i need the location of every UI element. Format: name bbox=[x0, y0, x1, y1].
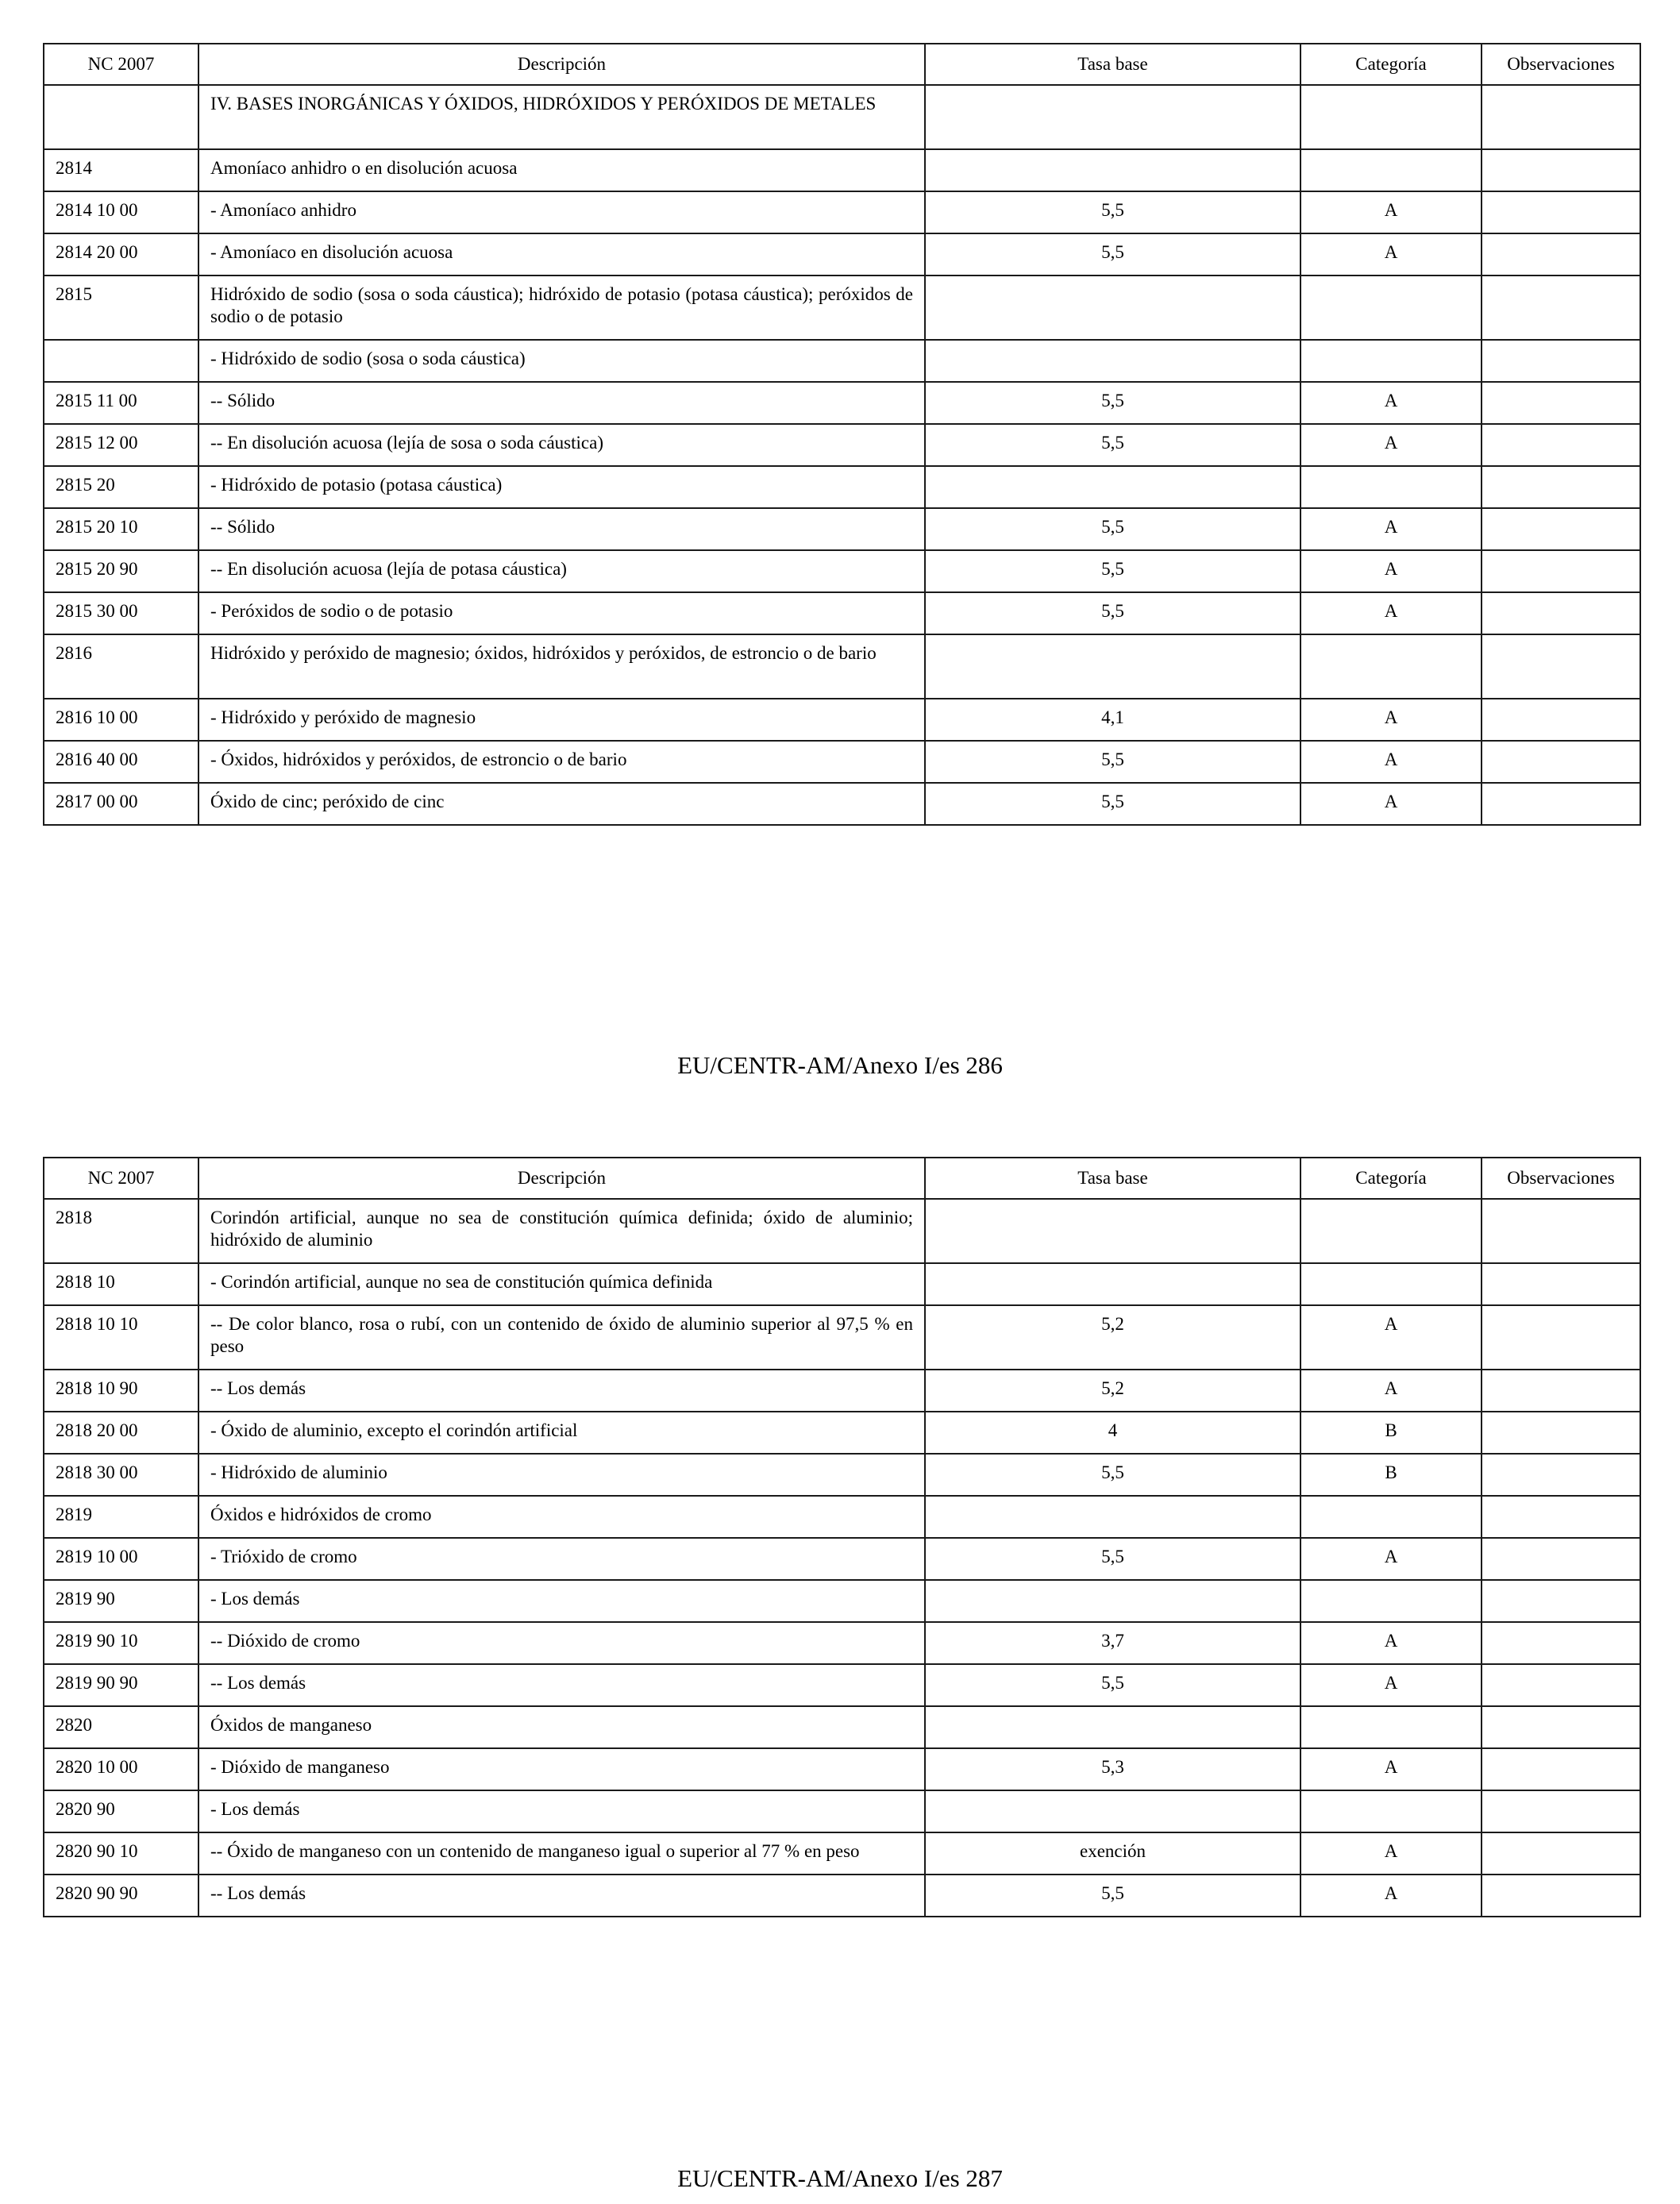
cell-description: Corindón artificial, aunque no sea de constitución química definida; óxido de aluminio; hidróxido de aluminio bbox=[198, 1199, 925, 1263]
cell-tasa-base bbox=[925, 1496, 1300, 1538]
cell-tasa-base: 5,5 bbox=[925, 191, 1300, 233]
cell-categoria: A bbox=[1300, 1664, 1482, 1706]
cell-description: - Peróxidos de sodio o de potasio bbox=[198, 592, 925, 634]
table-row bbox=[44, 634, 1640, 699]
table-row bbox=[44, 85, 1640, 149]
cell-tasa-base bbox=[925, 149, 1300, 191]
cell-tasa-base: 5,5 bbox=[925, 592, 1300, 634]
cell-categoria: A bbox=[1300, 592, 1482, 634]
cell-description: - Hidróxido y peróxido de magnesio bbox=[198, 699, 925, 741]
cell-nc-code: 2815 30 00 bbox=[44, 592, 198, 634]
table-row bbox=[44, 508, 1640, 550]
table-row bbox=[44, 1199, 1640, 1263]
cell-observaciones bbox=[1482, 1622, 1640, 1664]
cell-nc-code: 2818 10 bbox=[44, 1263, 198, 1305]
cell-observaciones bbox=[1482, 1496, 1640, 1538]
cell-categoria: A bbox=[1300, 699, 1482, 741]
cell-nc-code: 2816 40 00 bbox=[44, 741, 198, 783]
cell-categoria: A bbox=[1300, 508, 1482, 550]
cell-observaciones bbox=[1482, 233, 1640, 276]
table-row bbox=[44, 1706, 1640, 1748]
cell-tasa-base bbox=[925, 85, 1300, 149]
cell-description: -- Los demás bbox=[198, 1875, 925, 1917]
cell-observaciones bbox=[1482, 1305, 1640, 1370]
cell-categoria bbox=[1300, 149, 1482, 191]
table-row bbox=[44, 1832, 1640, 1875]
table-row bbox=[44, 1875, 1640, 1917]
cell-tasa-base bbox=[925, 1706, 1300, 1748]
cell-nc-code: 2815 12 00 bbox=[44, 424, 198, 466]
cell-categoria bbox=[1300, 1496, 1482, 1538]
cell-tasa-base: 5,3 bbox=[925, 1748, 1300, 1790]
cell-tasa-base: 3,7 bbox=[925, 1622, 1300, 1664]
cell-nc-code: 2820 10 00 bbox=[44, 1748, 198, 1790]
cell-nc-code: 2820 90 90 bbox=[44, 1875, 198, 1917]
cell-categoria bbox=[1300, 85, 1482, 149]
cell-nc-code: 2814 10 00 bbox=[44, 191, 198, 233]
cell-observaciones bbox=[1482, 1538, 1640, 1580]
cell-nc-code: 2818 20 00 bbox=[44, 1412, 198, 1454]
cell-description: Óxidos de manganeso bbox=[198, 1706, 925, 1748]
cell-description: - Los demás bbox=[198, 1580, 925, 1622]
cell-nc-code: 2816 10 00 bbox=[44, 699, 198, 741]
cell-description: Hidróxido de sodio (sosa o soda cáustica); hidróxido de potasio (potasa cáustica); peróxidos de sodio o de potasio bbox=[198, 276, 925, 340]
cell-description: - Hidróxido de potasio (potasa cáustica) bbox=[198, 466, 925, 508]
cell-nc-code: 2816 bbox=[44, 634, 198, 699]
table-row bbox=[44, 1305, 1640, 1370]
table-row bbox=[44, 1622, 1640, 1664]
table-row bbox=[44, 592, 1640, 634]
table-row bbox=[44, 741, 1640, 783]
cell-observaciones bbox=[1482, 1370, 1640, 1412]
cell-observaciones bbox=[1482, 1875, 1640, 1917]
cell-observaciones bbox=[1482, 85, 1640, 149]
table-row bbox=[44, 1412, 1640, 1454]
table-header-row bbox=[44, 44, 1640, 85]
table-row bbox=[44, 424, 1640, 466]
cell-categoria bbox=[1300, 1790, 1482, 1832]
cell-observaciones bbox=[1482, 1412, 1640, 1454]
cell-nc-code bbox=[44, 340, 198, 382]
tariff-table-page-287 bbox=[43, 1157, 1641, 1917]
table-row bbox=[44, 1580, 1640, 1622]
table-row bbox=[44, 382, 1640, 424]
cell-nc-code: 2815 20 90 bbox=[44, 550, 198, 592]
cell-categoria bbox=[1300, 1199, 1482, 1263]
cell-categoria: A bbox=[1300, 233, 1482, 276]
cell-categoria: A bbox=[1300, 1538, 1482, 1580]
cell-description: Hidróxido y peróxido de magnesio; óxidos, hidróxidos y peróxidos, de estroncio o de bario bbox=[198, 634, 925, 699]
table-row bbox=[44, 699, 1640, 741]
cell-observaciones bbox=[1482, 1199, 1640, 1263]
cell-categoria: A bbox=[1300, 1832, 1482, 1875]
cell-categoria: A bbox=[1300, 1622, 1482, 1664]
cell-nc-code: 2818 10 90 bbox=[44, 1370, 198, 1412]
cell-description: Amoníaco anhidro o en disolución acuosa bbox=[198, 149, 925, 191]
cell-description: - Hidróxido de aluminio bbox=[198, 1454, 925, 1496]
header-tasa-base: Tasa base bbox=[925, 1158, 1300, 1199]
table-body bbox=[44, 85, 1640, 825]
cell-categoria: A bbox=[1300, 550, 1482, 592]
cell-nc-code: 2819 90 10 bbox=[44, 1622, 198, 1664]
table-row bbox=[44, 233, 1640, 276]
table-row bbox=[44, 1370, 1640, 1412]
table-row bbox=[44, 1263, 1640, 1305]
cell-description: -- Dióxido de cromo bbox=[198, 1622, 925, 1664]
cell-observaciones bbox=[1482, 466, 1640, 508]
cell-description: Óxido de cinc; peróxido de cinc bbox=[198, 783, 925, 825]
cell-tasa-base: 5,5 bbox=[925, 741, 1300, 783]
page-footer: EU/CENTR-AM/Anexo I/es 286 bbox=[677, 1051, 1003, 1079]
cell-observaciones bbox=[1482, 783, 1640, 825]
cell-observaciones bbox=[1482, 550, 1640, 592]
cell-nc-code: 2819 90 bbox=[44, 1580, 198, 1622]
cell-description: - Trióxido de cromo bbox=[198, 1538, 925, 1580]
cell-nc-code: 2818 30 00 bbox=[44, 1454, 198, 1496]
cell-tasa-base bbox=[925, 634, 1300, 699]
cell-description: Óxidos e hidróxidos de cromo bbox=[198, 1496, 925, 1538]
header-descripcion: Descripción bbox=[198, 1158, 925, 1199]
cell-categoria bbox=[1300, 276, 1482, 340]
cell-description: -- Óxido de manganeso con un contenido de manganeso igual o superior al 77 % en peso bbox=[198, 1832, 925, 1875]
cell-nc-code: 2815 bbox=[44, 276, 198, 340]
header-descripcion: Descripción bbox=[198, 44, 925, 85]
cell-tasa-base: 5,5 bbox=[925, 424, 1300, 466]
cell-description: IV. BASES INORGÁNICAS Y ÓXIDOS, HIDRÓXIDOS Y PERÓXIDOS DE METALES bbox=[198, 85, 925, 149]
cell-nc-code: 2818 bbox=[44, 1199, 198, 1263]
header-observaciones: Observaciones bbox=[1482, 1158, 1640, 1199]
cell-tasa-base bbox=[925, 1263, 1300, 1305]
cell-tasa-base bbox=[925, 340, 1300, 382]
cell-description: - Óxido de aluminio, excepto el corindón artificial bbox=[198, 1412, 925, 1454]
cell-nc-code: 2820 90 bbox=[44, 1790, 198, 1832]
cell-categoria bbox=[1300, 340, 1482, 382]
table-row bbox=[44, 340, 1640, 382]
cell-nc-code: 2819 bbox=[44, 1496, 198, 1538]
cell-nc-code: 2819 10 00 bbox=[44, 1538, 198, 1580]
header-tasa-base: Tasa base bbox=[925, 44, 1300, 85]
cell-observaciones bbox=[1482, 1832, 1640, 1875]
cell-description: - Amoníaco anhidro bbox=[198, 191, 925, 233]
cell-observaciones bbox=[1482, 699, 1640, 741]
header-categoria: Categoría bbox=[1300, 1158, 1482, 1199]
cell-description: -- De color blanco, rosa o rubí, con un contenido de óxido de aluminio superior al 97,5 % en peso bbox=[198, 1305, 925, 1370]
cell-tasa-base: 5,5 bbox=[925, 1454, 1300, 1496]
table-row bbox=[44, 1790, 1640, 1832]
cell-description: - Hidróxido de sodio (sosa o soda cáustica) bbox=[198, 340, 925, 382]
cell-tasa-base: 5,5 bbox=[925, 382, 1300, 424]
cell-tasa-base bbox=[925, 1580, 1300, 1622]
cell-tasa-base: 5,5 bbox=[925, 1538, 1300, 1580]
cell-categoria: A bbox=[1300, 1748, 1482, 1790]
cell-description: - Amoníaco en disolución acuosa bbox=[198, 233, 925, 276]
table-row bbox=[44, 1454, 1640, 1496]
cell-observaciones bbox=[1482, 382, 1640, 424]
cell-observaciones bbox=[1482, 634, 1640, 699]
cell-nc-code: 2814 20 00 bbox=[44, 233, 198, 276]
cell-observaciones bbox=[1482, 1580, 1640, 1622]
cell-categoria: A bbox=[1300, 1370, 1482, 1412]
table-row bbox=[44, 550, 1640, 592]
cell-tasa-base: 5,5 bbox=[925, 508, 1300, 550]
cell-nc-code: 2819 90 90 bbox=[44, 1664, 198, 1706]
table-row bbox=[44, 1664, 1640, 1706]
page-footer: EU/CENTR-AM/Anexo I/es 287 bbox=[677, 2164, 1003, 2192]
cell-tasa-base: 5,5 bbox=[925, 1664, 1300, 1706]
cell-nc-code bbox=[44, 85, 198, 149]
cell-tasa-base: 5,5 bbox=[925, 783, 1300, 825]
tariff-table-page-286 bbox=[43, 43, 1641, 826]
cell-categoria bbox=[1300, 1580, 1482, 1622]
cell-categoria: B bbox=[1300, 1412, 1482, 1454]
cell-observaciones bbox=[1482, 424, 1640, 466]
cell-categoria: A bbox=[1300, 741, 1482, 783]
cell-observaciones bbox=[1482, 191, 1640, 233]
cell-categoria: A bbox=[1300, 424, 1482, 466]
cell-categoria: A bbox=[1300, 1875, 1482, 1917]
cell-description: -- Los demás bbox=[198, 1370, 925, 1412]
cell-categoria bbox=[1300, 1263, 1482, 1305]
cell-observaciones bbox=[1482, 149, 1640, 191]
cell-description: - Los demás bbox=[198, 1790, 925, 1832]
table-row bbox=[44, 1496, 1640, 1538]
cell-description: -- En disolución acuosa (lejía de sosa o soda cáustica) bbox=[198, 424, 925, 466]
cell-description: - Corindón artificial, aunque no sea de constitución química definida bbox=[198, 1263, 925, 1305]
cell-tasa-base: exención bbox=[925, 1832, 1300, 1875]
cell-observaciones bbox=[1482, 1263, 1640, 1305]
cell-observaciones bbox=[1482, 340, 1640, 382]
cell-categoria: A bbox=[1300, 783, 1482, 825]
cell-tasa-base bbox=[925, 1199, 1300, 1263]
cell-observaciones bbox=[1482, 1748, 1640, 1790]
cell-tasa-base: 5,5 bbox=[925, 1875, 1300, 1917]
cell-categoria bbox=[1300, 466, 1482, 508]
cell-categoria: A bbox=[1300, 1305, 1482, 1370]
cell-nc-code: 2814 bbox=[44, 149, 198, 191]
table-row bbox=[44, 1748, 1640, 1790]
cell-nc-code: 2815 20 10 bbox=[44, 508, 198, 550]
table-header-row bbox=[44, 1158, 1640, 1199]
cell-observaciones bbox=[1482, 1790, 1640, 1832]
table-body bbox=[44, 1199, 1640, 1917]
header-categoria: Categoría bbox=[1300, 44, 1482, 85]
table-row bbox=[44, 149, 1640, 191]
cell-observaciones bbox=[1482, 1664, 1640, 1706]
table-row bbox=[44, 1538, 1640, 1580]
cell-categoria: B bbox=[1300, 1454, 1482, 1496]
cell-tasa-base bbox=[925, 276, 1300, 340]
header-nc-2007: NC 2007 bbox=[44, 1158, 198, 1199]
header-nc-2007: NC 2007 bbox=[44, 44, 198, 85]
cell-nc-code: 2818 10 10 bbox=[44, 1305, 198, 1370]
table-row bbox=[44, 191, 1640, 233]
cell-tasa-base: 5,5 bbox=[925, 550, 1300, 592]
cell-nc-code: 2815 11 00 bbox=[44, 382, 198, 424]
cell-description: -- En disolución acuosa (lejía de potasa cáustica) bbox=[198, 550, 925, 592]
cell-tasa-base bbox=[925, 1790, 1300, 1832]
cell-categoria: A bbox=[1300, 191, 1482, 233]
cell-description: - Dióxido de manganeso bbox=[198, 1748, 925, 1790]
cell-categoria: A bbox=[1300, 382, 1482, 424]
cell-description: -- Sólido bbox=[198, 382, 925, 424]
cell-categoria bbox=[1300, 1706, 1482, 1748]
cell-tasa-base: 5,2 bbox=[925, 1370, 1300, 1412]
cell-nc-code: 2815 20 bbox=[44, 466, 198, 508]
cell-tasa-base bbox=[925, 466, 1300, 508]
cell-tasa-base: 4,1 bbox=[925, 699, 1300, 741]
cell-observaciones bbox=[1482, 592, 1640, 634]
cell-categoria bbox=[1300, 634, 1482, 699]
cell-observaciones bbox=[1482, 1454, 1640, 1496]
header-observaciones: Observaciones bbox=[1482, 44, 1640, 85]
cell-observaciones bbox=[1482, 741, 1640, 783]
cell-nc-code: 2820 bbox=[44, 1706, 198, 1748]
table-row bbox=[44, 276, 1640, 340]
table-row bbox=[44, 783, 1640, 825]
cell-nc-code: 2820 90 10 bbox=[44, 1832, 198, 1875]
cell-tasa-base: 5,5 bbox=[925, 233, 1300, 276]
cell-observaciones bbox=[1482, 1706, 1640, 1748]
cell-tasa-base: 5,2 bbox=[925, 1305, 1300, 1370]
cell-tasa-base: 4 bbox=[925, 1412, 1300, 1454]
table-row bbox=[44, 466, 1640, 508]
cell-observaciones bbox=[1482, 276, 1640, 340]
cell-description: -- Los demás bbox=[198, 1664, 925, 1706]
cell-nc-code: 2817 00 00 bbox=[44, 783, 198, 825]
cell-description: - Óxidos, hidróxidos y peróxidos, de estroncio o de bario bbox=[198, 741, 925, 783]
cell-description: -- Sólido bbox=[198, 508, 925, 550]
cell-observaciones bbox=[1482, 508, 1640, 550]
